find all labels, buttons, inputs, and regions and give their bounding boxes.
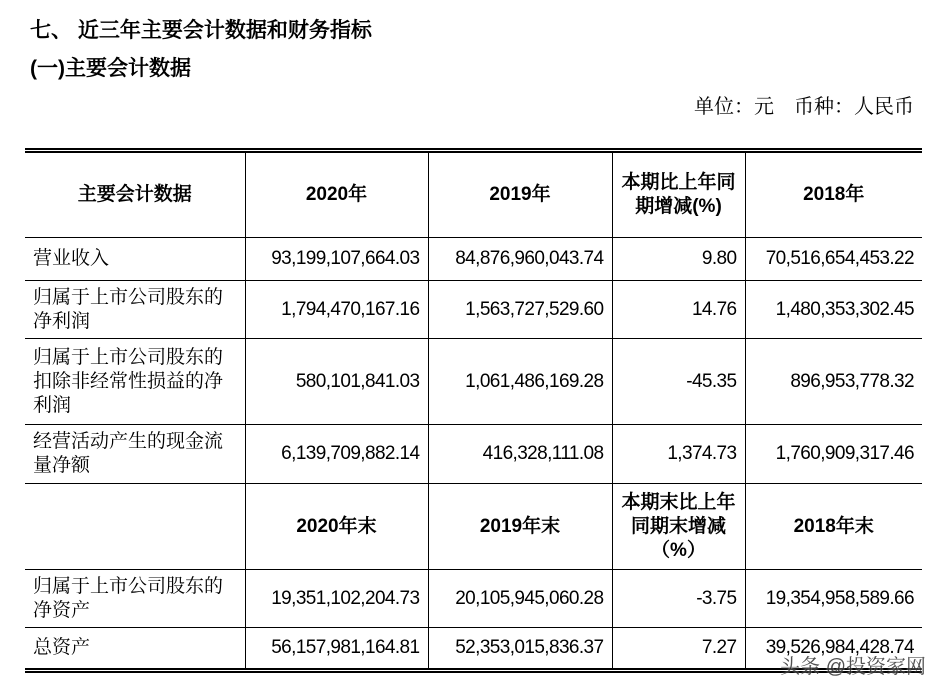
value-cell: 1,794,470,167.16: [245, 281, 428, 339]
row-label: 总资产: [25, 628, 245, 671]
value-cell: 9.80: [612, 238, 745, 281]
header-cell: 2020年: [245, 151, 428, 238]
value-cell: 70,516,654,453.22: [745, 238, 922, 281]
value-cell: 6,139,709,882.14: [245, 425, 428, 484]
header-cell: 2018年末: [745, 484, 922, 570]
value-cell: 19,351,102,204.73: [245, 570, 428, 628]
row-label: 归属于上市公司股东的净利润: [25, 281, 245, 339]
row-label: 归属于上市公司股东的净资产: [25, 570, 245, 628]
header-cell: [25, 484, 245, 570]
value-cell: 20,105,945,060.28: [428, 570, 612, 628]
value-cell: 580,101,841.03: [245, 339, 428, 425]
watermark: 头条 @投资家网: [780, 656, 926, 678]
value-cell: 896,953,778.32: [745, 339, 922, 425]
row-label: 经营活动产生的现金流量净额: [25, 425, 245, 484]
table-row: [25, 339, 922, 425]
row-label: 营业收入: [25, 238, 245, 281]
header-cell: 2020年末: [245, 484, 428, 570]
value-cell: 93,199,107,664.03: [245, 238, 428, 281]
section-title: 七、 近三年主要会计数据和财务指标: [30, 19, 372, 42]
value-cell: 56,157,981,164.81: [245, 628, 428, 671]
value-cell: 19,354,958,589.66: [745, 570, 922, 628]
value-cell: 1,374.73: [612, 425, 745, 484]
header-cell: 本期比上年同期增减(%): [612, 151, 745, 238]
table-header-row: [25, 151, 922, 238]
value-cell: 1,563,727,529.60: [428, 281, 612, 339]
row-label: 归属于上市公司股东的扣除非经常性损益的净利润: [25, 339, 245, 425]
header-cell: 2019年: [428, 151, 612, 238]
value-cell: 39,526,984,428.74: [745, 628, 922, 671]
unit-note: 单位：元 币种：人民币: [694, 96, 914, 118]
value-cell: 416,328,111.08: [428, 425, 612, 484]
value-cell: 7.27: [612, 628, 745, 671]
table-row: [25, 570, 922, 628]
value-cell: 1,480,353,302.45: [745, 281, 922, 339]
value-cell: 84,876,960,043.74: [428, 238, 612, 281]
table-row: [25, 281, 922, 339]
subsection-title: (一)主要会计数据: [30, 57, 191, 80]
table-subheader-row: [25, 484, 922, 570]
value-cell: 52,353,015,836.37: [428, 628, 612, 671]
header-cell: 2018年: [745, 151, 922, 238]
table-row: [25, 238, 922, 281]
value-cell: -45.35: [612, 339, 745, 425]
table-row: [25, 425, 922, 484]
header-cell: 本期末比上年同期末增减（%）: [612, 484, 745, 570]
header-cell: 主要会计数据: [25, 151, 245, 238]
value-cell: 1,760,909,317.46: [745, 425, 922, 484]
value-cell: -3.75: [612, 570, 745, 628]
accounting-data-table: [25, 148, 922, 673]
header-cell: 2019年末: [428, 484, 612, 570]
value-cell: 1,061,486,169.28: [428, 339, 612, 425]
value-cell: 14.76: [612, 281, 745, 339]
